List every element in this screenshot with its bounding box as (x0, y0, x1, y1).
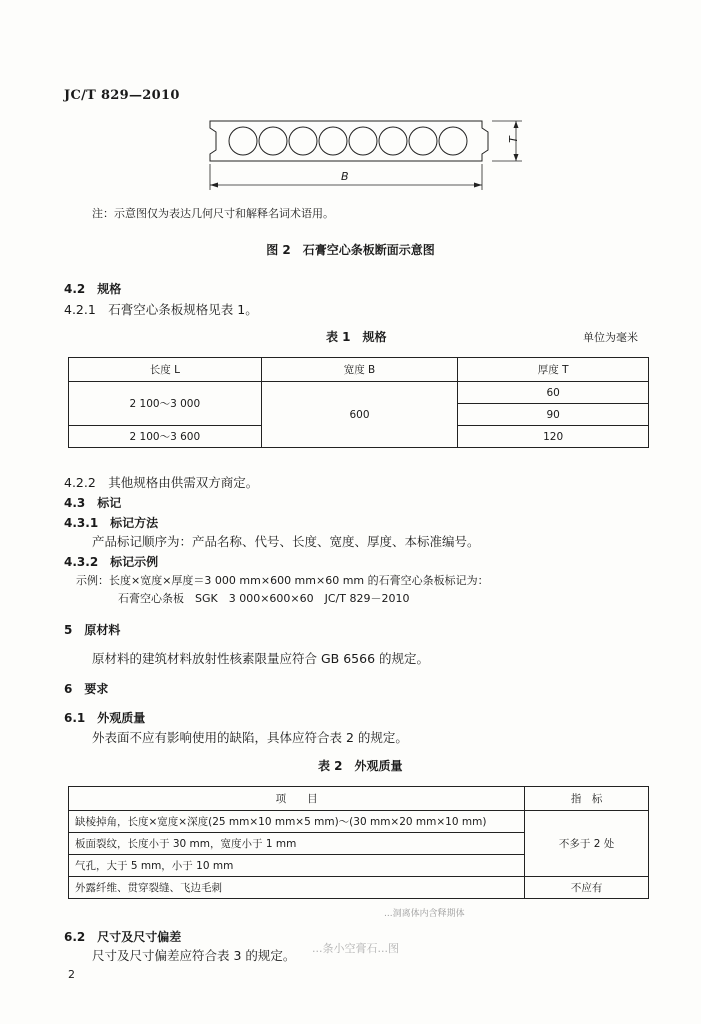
table2-caption: 表 2 外观质量 (318, 759, 403, 773)
section-4-3-1-heading: 4.3.1 标记方法 (64, 516, 159, 530)
cross-section-figure (200, 112, 530, 194)
table1-header-width: 宽度 B (261, 358, 458, 382)
table1-header-length: 长度 L (69, 358, 262, 382)
table2-value-1: 不多于 2 处 (525, 811, 649, 877)
standard-code: JC/T 829—2010 (64, 88, 180, 103)
table2-header-index: 指 标 (525, 787, 649, 811)
table2-row-1: 缺棱掉角，长度×宽度×深度(25 mm×10 mm×5 mm)～(30 mm×20 mm×10 mm) (69, 811, 525, 833)
bleed-through-text-1: ...洞离体内含释期体 (384, 909, 465, 919)
dim-t-label: T (506, 136, 520, 143)
page-number: 2 (68, 968, 75, 981)
marking-example-intro: 示例：长度×宽度×厚度＝3 000 mm×600 mm×60 mm 的石膏空心条板标记为： (76, 574, 489, 587)
table1-length-1: 2 100～3 000 (69, 382, 262, 426)
section-4-3-1-text: 产品标记顺序为：产品名称、代号、长度、宽度、厚度、本标准编号。 (92, 534, 480, 549)
table1-length-2: 2 100～3 600 (69, 426, 262, 448)
section-4-2-2: 4.2.2 其他规格由供需双方商定。 (64, 475, 259, 490)
table2-header-item: 项 目 (69, 787, 525, 811)
section-5-heading: 5 原材料 (64, 623, 121, 637)
section-6-1-heading: 6.1 外观质量 (64, 711, 146, 725)
table2-row-3: 气孔，大于 5 mm，小于 10 mm (69, 855, 525, 877)
table1-thickness-1: 60 (458, 382, 649, 404)
table1-header-thickness: 厚度 T (458, 358, 649, 382)
bleed-through-text-2: ...条小空膏石...图 (312, 942, 399, 955)
table2-row-4: 外露纤维、贯穿裂缝、飞边毛刺 (69, 877, 525, 899)
section-6-2-text: 尺寸及尺寸偏差应符合表 3 的规定。 (92, 948, 296, 963)
table2-value-2: 不应有 (525, 877, 649, 899)
section-6-2-heading: 6.2 尺寸及尺寸偏差 (64, 930, 182, 944)
section-6-heading: 6 要求 (64, 682, 109, 696)
section-4-3-2-heading: 4.3.2 标记示例 (64, 555, 159, 569)
marking-example: 石膏空心条板 SGK 3 000×600×60 JC/T 829－2010 (118, 592, 410, 605)
table1-thickness-3: 120 (458, 426, 649, 448)
section-5-text: 原材料的建筑材料放射性核素限量应符合 GB 6566 的规定。 (92, 651, 429, 666)
dim-b-label: B (341, 170, 349, 183)
table1-caption: 表 1 规格 (326, 330, 387, 344)
section-4-2-heading: 4.2 规格 (64, 282, 122, 296)
table1 (68, 357, 649, 448)
table1-unit: 单位为毫米 (583, 331, 638, 344)
table1-thickness-2: 90 (458, 404, 649, 426)
figure-note: 注：示意图仅为表达几何尺寸和解释名词术语用。 (92, 207, 334, 220)
section-4-3-heading: 4.3 标记 (64, 496, 122, 510)
section-6-1-text: 外表面不应有影响使用的缺陷，具体应符合表 2 的规定。 (92, 730, 408, 745)
table2 (68, 786, 649, 899)
section-4-2-1: 4.2.1 石膏空心条板规格见表 1。 (64, 302, 258, 317)
figure-caption: 图 2 石膏空心条板断面示意图 (266, 243, 435, 257)
table1-width: 600 (261, 382, 458, 448)
table2-row-2: 板面裂纹，长度小于 30 mm，宽度小于 1 mm (69, 833, 525, 855)
